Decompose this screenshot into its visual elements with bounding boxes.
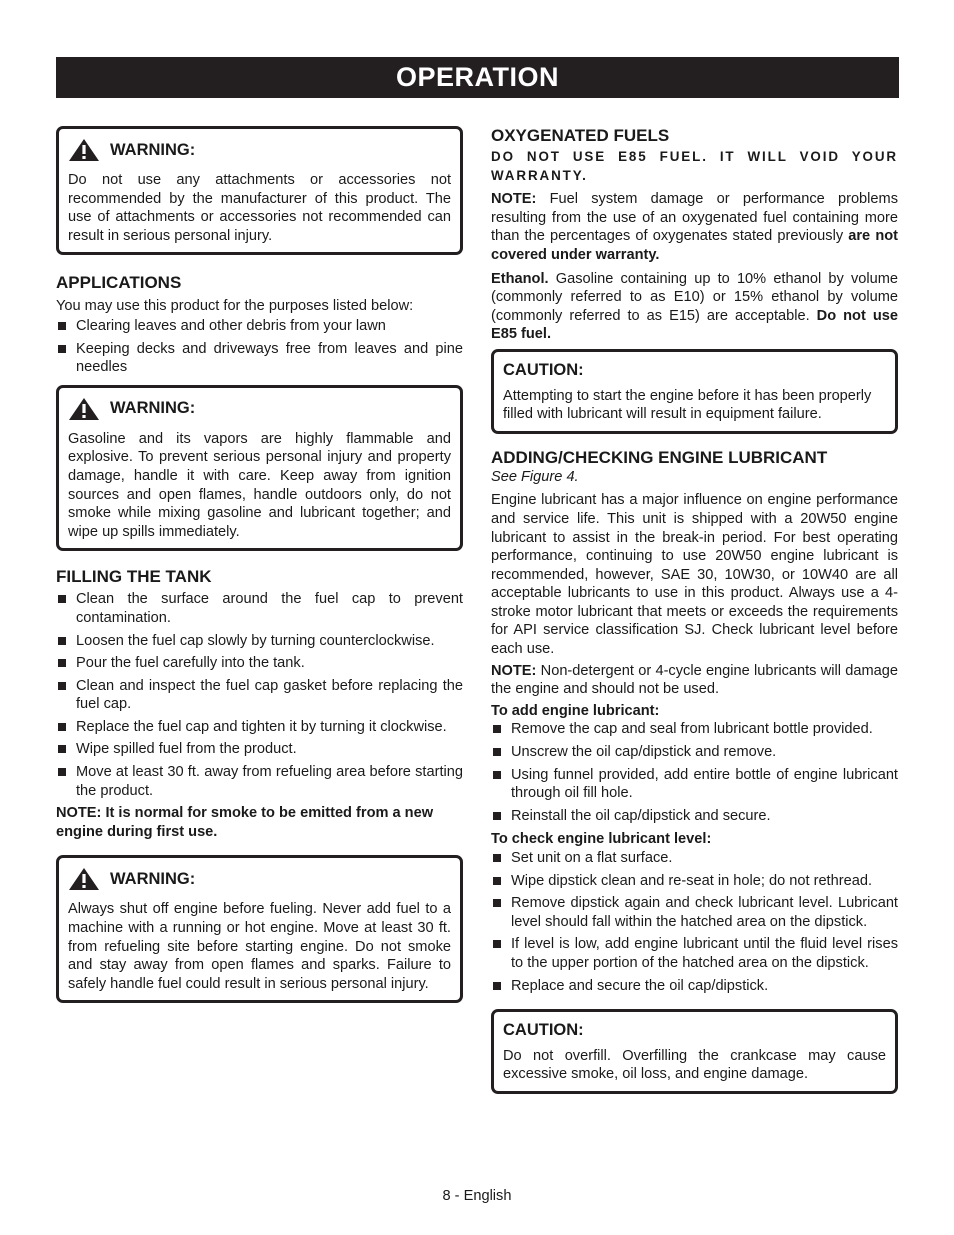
page-header-bar	[56, 57, 899, 98]
caution-box-lubricant	[491, 349, 898, 434]
list-item: Keeping decks and driveways free from leaves and pine needles	[56, 340, 463, 377]
caution-text: Attempting to start the engine before it has been properly filled with lubricant will result in equipment failure.	[503, 387, 872, 423]
caution-title: CAUTION:	[503, 360, 584, 379]
page-number: 8 - English	[442, 1188, 512, 1204]
filling-tank-note: NOTE: It is normal for smoke to be emitted from a new engine during first use.	[56, 805, 434, 840]
list-item: Remove dipstick again and check lubricant level. Lubricant level should fall within the hatched area on the dipstick.	[491, 894, 898, 931]
list-item: Replace and secure the oil cap/dipstick.	[491, 977, 898, 996]
list-item: Using funnel provided, add entire bottle of engine lubricant through oil fill hole.	[491, 766, 898, 803]
e85-warning-text: DO NOT USE E85 FUEL. IT WILL VOID YOUR WARRANTY.	[491, 149, 898, 183]
see-figure-text: See Figure 4.	[491, 468, 579, 485]
warning-box-header	[68, 138, 451, 162]
page-title: OPERATION	[395, 62, 559, 93]
ethanol-paragraph	[491, 270, 898, 344]
list-item: Move at least 30 ft. away from refueling area before starting the product.	[56, 763, 463, 800]
warning-text: Always shut off engine before fueling. Never add fuel to a machine with a running or hot engine. Move at least 30 ft. from refueling site before starting engine. Do not smoke and stay away from open flames and sparks. Failure to safely handle fuel could result in serious personal injury.	[68, 901, 451, 992]
warning-box-gasoline	[56, 385, 463, 552]
oxygenated-note	[491, 190, 898, 264]
caution-box-header	[503, 361, 886, 380]
list-item: Set unit on a flat surface.	[491, 849, 898, 868]
list-item: Clearing leaves and other debris from your lawn	[56, 317, 463, 336]
ethanol-bold-end: Do not use E85 fuel.	[491, 307, 898, 343]
applications-intro: You may use this product for the purposes listed below:	[56, 298, 414, 315]
note-label: NOTE:	[491, 662, 537, 679]
warning-title: WARNING:	[110, 140, 196, 159]
ethanol-text: Gasoline containing up to 10% ethanol by volume (commonly referred to as E10) or 15% ethanol by volume (commonly referred to as E15) are acceptable.	[491, 270, 898, 324]
list-item: If level is low, add engine lubricant until the fluid level rises to the upper portion of the hatched area on the dipstick.	[491, 935, 898, 972]
warning-box-header	[68, 397, 451, 421]
caution-title: CAUTION:	[503, 1021, 584, 1040]
note-label: NOTE:	[491, 191, 537, 208]
list-item: Unscrew the oil cap/dipstick and remove.	[491, 743, 898, 762]
list-item: Clean and inspect the fuel cap gasket before replacing the fuel cap.	[56, 677, 463, 714]
warning-box-attachments	[56, 126, 463, 255]
applications-heading: APPLICATIONS	[56, 273, 182, 293]
check-lubricant-list	[491, 849, 898, 995]
page-footer	[0, 1187, 954, 1206]
note-text: Fuel system damage or performance problems resulting from the use of an oxygenated fuel containing more than the percentages of oxygenates stated previously	[491, 191, 898, 245]
note-text: Non-detergent or 4-cycle engine lubricants will damage the engine and should not be used.	[491, 662, 898, 698]
add-lubricant-heading: To add engine lubricant:	[491, 702, 660, 719]
ethanol-label: Ethanol.	[491, 270, 549, 287]
list-item: Wipe spilled fuel from the product.	[56, 740, 463, 759]
warning-text: Do not use any attachments or accessories not recommended by the manufacturer of this product. The use of attachments or accessories not recommended can result in serious personal injury.	[68, 172, 451, 244]
list-item: Clean the surface around the fuel cap to prevent contamination.	[56, 590, 463, 627]
warning-triangle-icon	[68, 397, 100, 421]
filling-tank-heading: FILLING THE TANK	[56, 567, 212, 587]
warning-title: WARNING:	[110, 870, 196, 889]
list-item: Remove the cap and seal from lubricant bottle provided.	[491, 720, 898, 739]
list-item: Replace the fuel cap and tighten it by turning it clockwise.	[56, 718, 463, 737]
warning-triangle-icon	[68, 138, 100, 162]
caution-text: Do not overfill. Overfilling the crankcase may cause excessive smoke, oil loss, and engine damage.	[503, 1047, 886, 1083]
list-item: Pour the fuel carefully into the tank.	[56, 654, 463, 673]
warning-triangle-icon	[68, 867, 100, 891]
list-item: Loosen the fuel cap slowly by turning counterclockwise.	[56, 632, 463, 651]
lubricant-body: Engine lubricant has a major influence on engine performance and service life. This unit is shipped with a 20W50 engine lubricant to assist in the break-in period. For best operating performance, continuing to use 20W50 engine lubricant is recommended, however, SAE 30, 10W30, or 10W40 are all acceptable lubricants to use in this product. Always use a 4-stroke motor lubricant that meets or exceeds the requirements for API service classification SJ. Check lubricant level before each use.	[491, 492, 898, 658]
caution-box-overfill	[491, 1009, 898, 1094]
warning-box-fueling	[56, 855, 463, 1003]
left-column	[56, 126, 463, 1003]
check-lubricant-heading: To check engine lubricant level:	[491, 831, 712, 848]
right-column	[491, 126, 898, 1094]
add-lubricant-list	[491, 720, 898, 825]
lubricant-note	[491, 662, 898, 699]
warning-box-header	[68, 867, 451, 891]
engine-lubricant-heading: ADDING/CHECKING ENGINE LUBRICANT	[491, 447, 828, 467]
filling-tank-list	[56, 590, 463, 800]
warning-text: Gasoline and its vapors are highly flammable and explosive. To prevent serious personal injury and property damage, handle it with care. Keep away from ignition sources and open flames, handle outdoors only, do not smoke while mixing gasoline and lubricant together; and wipe up spills immediately.	[68, 430, 451, 540]
note-bold-end: are not covered under warranty.	[491, 228, 899, 263]
applications-list	[56, 317, 463, 377]
list-item: Reinstall the oil cap/dipstick and secure.	[491, 807, 898, 826]
list-item: Wipe dipstick clean and re-seat in hole; do not rethread.	[491, 872, 898, 891]
warning-title: WARNING:	[110, 399, 196, 418]
oxygenated-fuels-heading: OXYGENATED FUELS	[491, 126, 670, 145]
caution-box-header	[503, 1021, 886, 1040]
